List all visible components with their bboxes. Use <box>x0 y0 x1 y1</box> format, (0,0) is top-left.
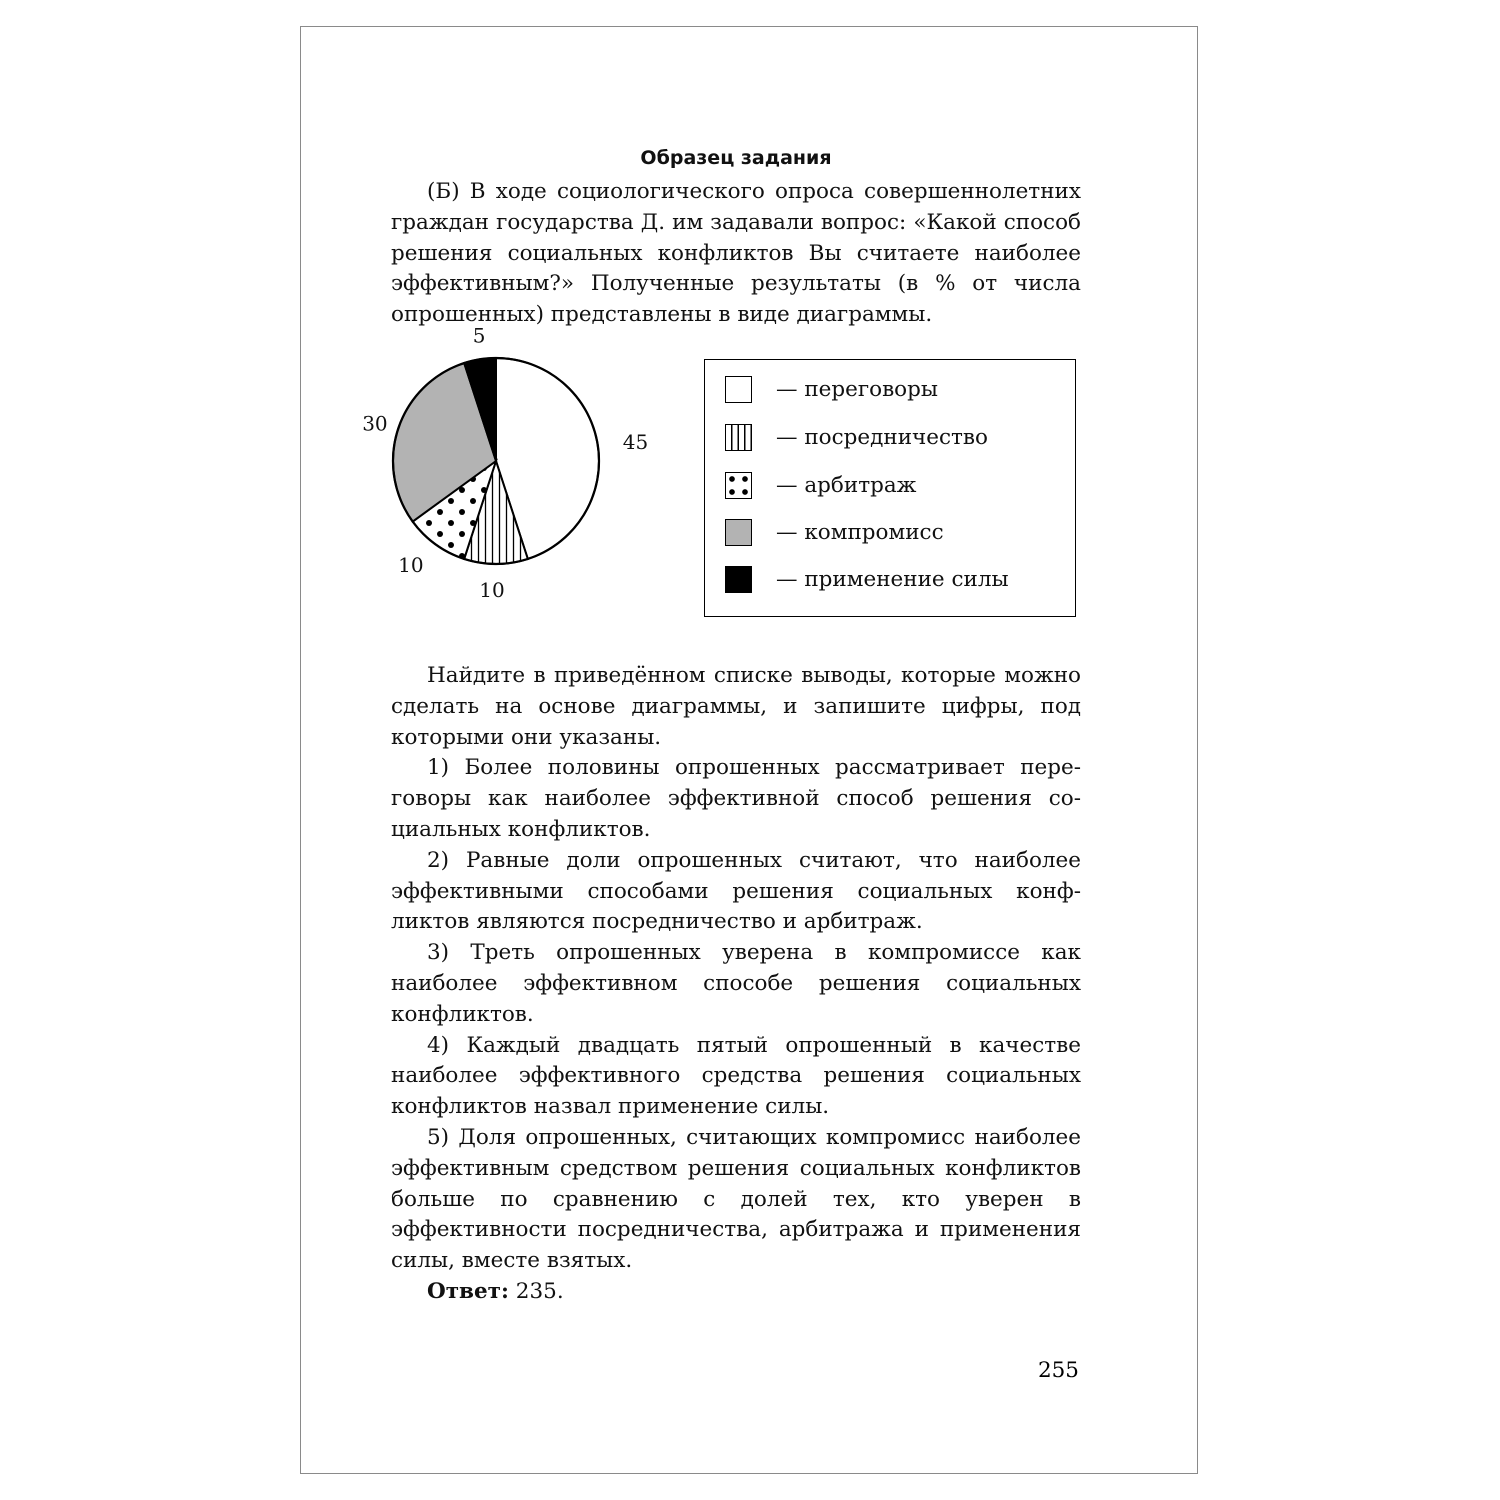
answer-option: 4) Каждый двадцать пятый опрошенный в качестве наиболее эффективного средства решения социальных конфликтов назвал применение силы. <box>391 1032 1081 1120</box>
legend-item <box>725 565 1009 595</box>
section-heading: Образец задания <box>640 147 832 169</box>
legend-swatch-white <box>725 376 752 403</box>
pie-value-label: 5 <box>472 323 486 348</box>
pie-chart <box>362 323 691 661</box>
chart-figure <box>362 323 1081 661</box>
intro-paragraph: (Б) В ходе социологического опроса совершеннолетних граждан государства Д. им задавали вопрос: «Какой способ решения социальных конфликтов Вы считаете наиболее эффективным?» Полученные результаты (в % от числа опрошенных) представлены в виде диаграммы. <box>391 179 1081 328</box>
book-page <box>300 26 1198 1474</box>
answer-option: 2) Равные доли опрошенных считают, что наиболее эффективными способами решения социальных конфликтов являются посредничество и арбитраж. <box>391 847 1081 935</box>
legend-item <box>725 518 944 548</box>
legend-label: — посредничество <box>776 425 988 451</box>
answer-line <box>391 1277 1081 1308</box>
answer-option: 1) Более половины опрошенных рассматривает переговоры как наиболее эффективной способ решения социальных конфликтов. <box>391 755 1081 842</box>
pie-value-label: 10 <box>398 552 424 577</box>
pie-value-label: 30 <box>362 411 388 436</box>
answer-value: 235. <box>515 1278 564 1304</box>
legend-swatch-lines <box>725 424 752 451</box>
pie-value-label: 45 <box>622 430 649 455</box>
legend-item <box>725 375 938 405</box>
answer-option: 3) Треть опрошенных уверена в компромиссе как наиболее эффективном способе решения социальных конфликтов. <box>391 940 1081 1027</box>
legend-swatch-dots <box>725 472 752 499</box>
legend-swatch-black <box>725 566 752 593</box>
answer-option: 5) Доля опрошенных, считающих компромисс наиболее эффективным средством решения социальных конфликтов больше по сравнению с долей тех, кто уверен в эффективности посредничества, арбитража и применения силы, вместе взятых. <box>391 1124 1081 1274</box>
task-paragraph: Найдите в приведённом списке выводы, которые можно сделать на основе диаграммы, и запишите цифры, под которыми они указаны. <box>391 662 1081 750</box>
legend-label: — переговоры <box>776 377 939 403</box>
legend-item <box>725 471 916 501</box>
legend-swatch-gray <box>725 519 752 546</box>
chart-legend <box>704 359 1076 617</box>
legend-item <box>725 423 988 453</box>
pie-value-label: 10 <box>479 577 505 602</box>
answer-label: Ответ: <box>427 1278 509 1304</box>
page-content <box>362 139 1081 1308</box>
legend-label: — компромисс <box>776 520 944 546</box>
legend-label: — применение силы <box>776 567 1009 593</box>
legend-label: — арбитраж <box>776 473 917 499</box>
page-number: 255 <box>1037 1358 1079 1383</box>
